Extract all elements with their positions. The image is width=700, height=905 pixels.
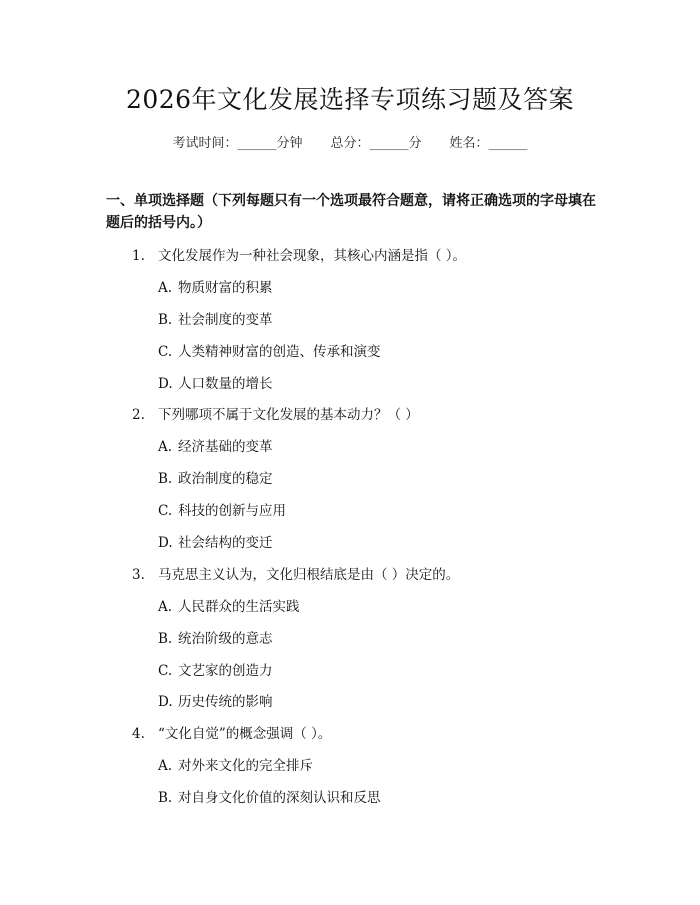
option-text: 历史传统的影响 bbox=[178, 694, 273, 710]
option-3d bbox=[158, 690, 273, 710]
option-text: 社会制度的变革 bbox=[178, 312, 273, 328]
option-text: 科技的创新与应用 bbox=[178, 503, 286, 519]
option-text: 对外来文化的完全排斥 bbox=[178, 758, 313, 774]
question-text: “文化自觉”的概念强调（ ）。 bbox=[158, 726, 332, 742]
option-text: 人口数量的增长 bbox=[178, 376, 273, 392]
option-text: 统治阶级的意志 bbox=[178, 631, 273, 647]
option-letter: C. bbox=[158, 503, 173, 519]
option-letter: B. bbox=[158, 631, 173, 647]
student-name-field: 姓名：______ bbox=[449, 136, 528, 151]
option-1c bbox=[158, 340, 381, 360]
option-letter: B. bbox=[158, 790, 173, 806]
question-4 bbox=[132, 722, 331, 742]
option-text: 经济基础的变革 bbox=[178, 439, 273, 455]
option-letter: B. bbox=[158, 312, 173, 328]
option-2c bbox=[158, 499, 286, 519]
option-4a bbox=[158, 754, 313, 774]
option-2d bbox=[158, 531, 273, 551]
option-letter: B. bbox=[158, 471, 173, 487]
exam-meta-line bbox=[0, 132, 700, 151]
option-text: 社会结构的变迁 bbox=[178, 535, 273, 551]
option-letter: D. bbox=[158, 376, 173, 392]
question-text: 文化发展作为一种社会现象，其核心内涵是指（ ）。 bbox=[158, 248, 467, 264]
exam-time-field: 考试时间：______分钟 bbox=[172, 136, 303, 151]
option-3b bbox=[158, 627, 273, 647]
option-text: 人民群众的生活实践 bbox=[178, 599, 300, 615]
option-letter: C. bbox=[158, 344, 173, 360]
option-1d bbox=[158, 372, 273, 392]
page-title: 2026年文化发展选择专项练习题及答案 bbox=[125, 85, 575, 114]
question-number: 3. bbox=[132, 567, 145, 583]
question-2 bbox=[132, 403, 419, 423]
option-text: 物质财富的积累 bbox=[178, 280, 273, 296]
question-1 bbox=[132, 244, 466, 264]
option-1a bbox=[158, 276, 273, 296]
option-letter: D. bbox=[158, 535, 173, 551]
option-letter: D. bbox=[158, 694, 173, 710]
option-text: 文艺家的创造力 bbox=[178, 663, 273, 679]
option-2a bbox=[158, 435, 273, 455]
question-number: 1. bbox=[132, 248, 145, 264]
option-letter: A. bbox=[158, 599, 173, 615]
option-3c bbox=[158, 659, 273, 679]
option-2b bbox=[158, 467, 273, 487]
option-text: 对自身文化价值的深刻认识和反思 bbox=[178, 790, 381, 806]
question-number: 4. bbox=[132, 726, 145, 742]
option-letter: A. bbox=[158, 758, 173, 774]
option-text: 人类精神财富的创造、传承和演变 bbox=[178, 344, 381, 360]
question-3 bbox=[132, 563, 459, 583]
option-letter: A. bbox=[158, 280, 173, 296]
total-score-field: 总分：______分 bbox=[330, 136, 422, 151]
option-text: 政治制度的稳定 bbox=[178, 471, 273, 487]
section-heading: 一、单项选择题（下列每题只有一个选项最符合题意，请将正确选项的字母填在题后的括号内。） bbox=[106, 193, 596, 231]
option-3a bbox=[158, 595, 300, 615]
option-1b bbox=[158, 308, 273, 328]
question-text: 马克思主义认为，文化归根结底是由（ ）决定的。 bbox=[158, 567, 460, 583]
option-letter: C. bbox=[158, 663, 173, 679]
option-4b bbox=[158, 786, 381, 806]
question-number: 2. bbox=[132, 407, 145, 423]
question-text: 下列哪项不属于文化发展的基本动力？（ ） bbox=[158, 407, 419, 423]
option-letter: A. bbox=[158, 439, 173, 455]
